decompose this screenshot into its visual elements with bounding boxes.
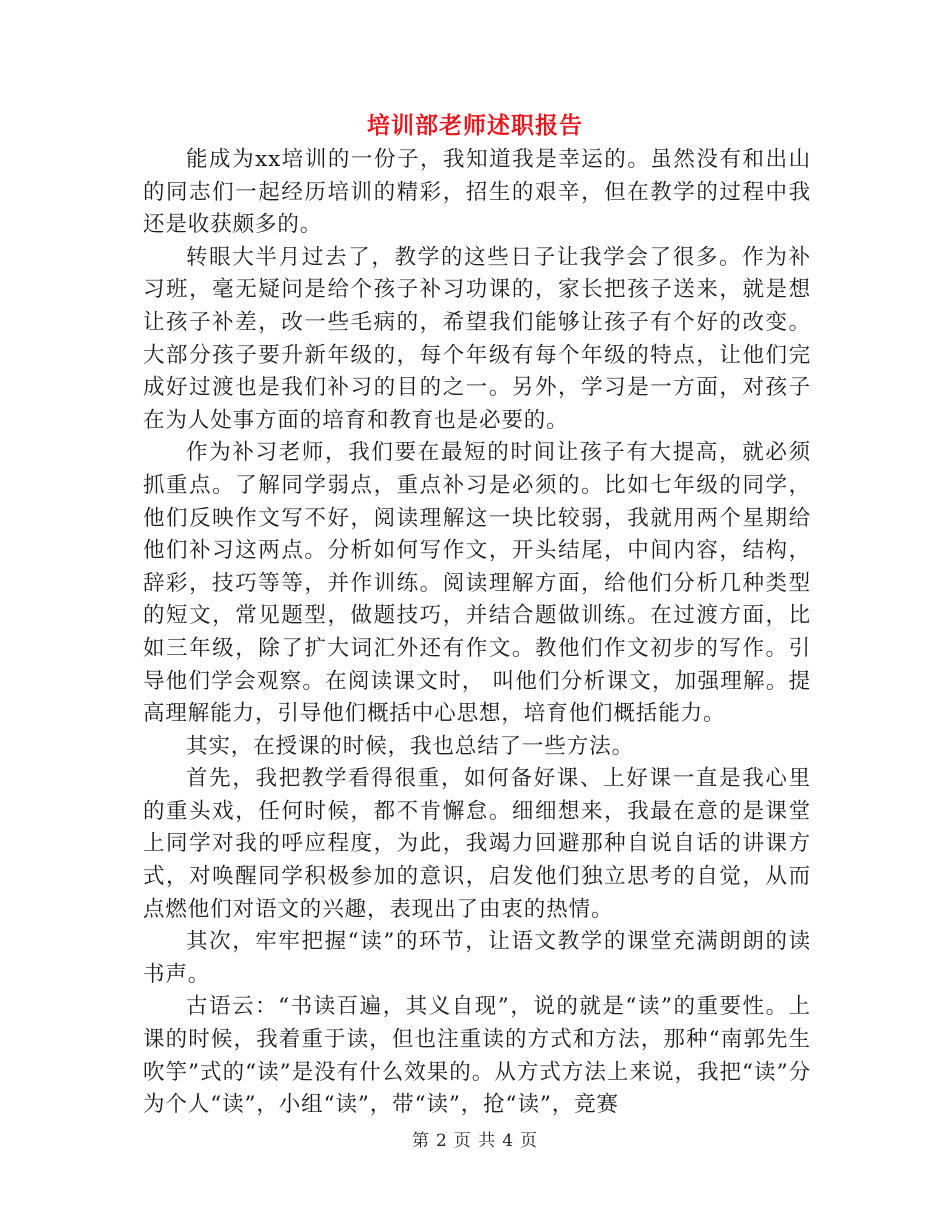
page-footer [0,1126,950,1151]
paragraph-methods-intro: 其实，在授课的时候，我也总结了一些方法。 [186,733,635,759]
footer-prefix: 第 [411,1131,430,1151]
footer-middle: 页 共 [453,1131,497,1151]
document-body [143,144,811,1122]
footer-suffix: 页 [520,1131,539,1151]
footer-total-pages: 4 [502,1131,515,1151]
footer-current-page: 2 [435,1131,448,1151]
paragraph-intro: 能成为xx培训的一份子，我知道我是幸运的。虽然没有和出山的同志们一起经历培训的精彩，招生的艰辛，但在教学的过程中我还是收获颇多的。 [143,147,811,238]
paragraph-reading: 古语云：“书读百遍，其义自现”，说的就是“读”的重要性。上课的时候，我着重于读，但也注重读的方式和方法，那种“南郭先生吹竽”式的“读”是没有什么效果的。从方式方法上来说，我把“读”分为个人“读”，小组“读”，带“读”，抢“读”，竞赛 [143,994,811,1118]
paragraph-first: 首先，我把教学看得很重，如何备好课、上好课一直是我心里的重头戏，任何时候，都不肯懈怠。细细想来，我最在意的是课堂上同学对我的呼应程度，为此，我竭力回避那种自说自话的讲课方式，对唤醒同学积极参加的意识，启发他们独立思考的自觉，从而点燃他们对语文的兴趣，表现出了由衷的热情。 [143,766,811,922]
document-title: 培训部老师述职报告 [367,112,583,139]
paragraph-focus: 作为补习老师，我们要在最短的时间让孩子有大提高，就必须抓重点。了解同学弱点，重点补习是必须的。比如七年级的同学，他们反映作文写不好，阅读理解这一块比较弱，我就用两个星期给他们补习这两点。分析如何写作文，开头结尾，中间内容，结构，辞彩，技巧等等，并作训练。阅读理解方面，给他们分析几种类型的短文，常见题型，做题技巧，并结合题做训练。在过渡方面，比如三年级，除了扩大词汇外还有作文。教他们作文初步的写作。引导他们学会观察。在阅读课文时， 叫他们分析课文，加强理解。提高理解能力，引导他们概括中心思想，培育他们概括能力。 [143,440,811,727]
paragraph-second: 其次，牢牢把握“读”的环节，让语文教学的课堂充满朗朗的读书声。 [143,929,811,987]
paragraph-experience: 转眼大半月过去了，教学的这些日子让我学会了很多。作为补习班，毫无疑问是给个孩子补习功课的，家长把孩子送来，就是想让孩子补差，改一些毛病的，希望我们能够让孩子有个好的改变。大部分孩子要升新年级的，每个年级有每个年级的特点，让他们完成好过渡也是我们补习的目的之一。另外，学习是一方面，对孩子在为人处事方面的培育和教育也是必要的。 [143,244,811,433]
